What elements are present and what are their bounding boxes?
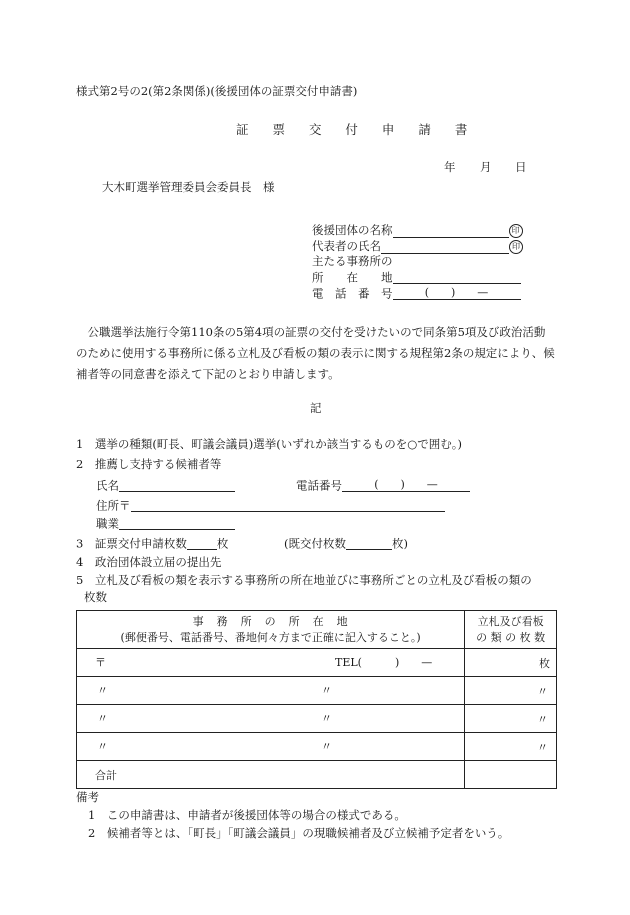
- phone-number-label: 電話番号: [296, 478, 342, 493]
- body-paragraph: 公職選挙法施行令第110条の5第4項の証票の交付を受けたいので同条第5項及び政治活動のために使用する事務所に係る立札及び看板の類の表示に関する規程第2条の規定により、候補者等の同意書を添えて下記のとおり申請します。: [76, 325, 555, 381]
- ditto-mark: 〃: [537, 712, 548, 726]
- ditto-mark: 〃: [321, 712, 332, 725]
- ditto-mark: 〃: [97, 740, 108, 753]
- office-blank[interactable]: [393, 271, 521, 284]
- issued-count-blank[interactable]: [346, 537, 392, 550]
- item-2: 2 推薦し支持する候補者等: [76, 457, 222, 471]
- count-cell[interactable]: [465, 705, 557, 733]
- name-blank[interactable]: [119, 479, 235, 492]
- ditto-mark: 〃: [537, 684, 548, 698]
- addressee: 大木町選挙管理委員会委員長 様: [102, 180, 275, 194]
- total-count-cell[interactable]: [465, 761, 557, 789]
- address-blank[interactable]: [131, 499, 445, 512]
- item-5-line-2: 枚数: [84, 590, 107, 604]
- count-cell[interactable]: [465, 733, 557, 761]
- total-label: 合計: [95, 768, 117, 782]
- ditto-mark: 〃: [97, 712, 108, 725]
- total-label-cell: [77, 761, 465, 789]
- location-cell[interactable]: [77, 705, 465, 733]
- table-row: [77, 733, 557, 761]
- date-year: 年: [444, 160, 456, 174]
- candidate-phone-row: [296, 479, 470, 492]
- count-cell[interactable]: [465, 649, 557, 677]
- note-1: 1 この申請書は、申請者が後援団体等の場合の様式である。: [88, 808, 406, 822]
- ditto-mark: 〃: [321, 684, 332, 697]
- seal-mark: 印: [509, 224, 523, 238]
- candidate-address-row: [96, 499, 445, 512]
- postal-mark: 〒: [95, 656, 106, 669]
- location-cell[interactable]: [77, 649, 465, 677]
- notes-title: 備考: [76, 790, 99, 804]
- group-name-blank[interactable]: [393, 225, 509, 238]
- item-3: 3 証票交付申請枚数 枚: [76, 536, 229, 551]
- ditto-mark: 〃: [97, 684, 108, 697]
- office-label-2: 所 在 地: [312, 270, 393, 285]
- seal-mark: 印: [509, 240, 523, 254]
- date-day: 日: [515, 160, 527, 174]
- header-location: 事 務 所 の 所 在 地 (郵便番号、電話番号、番地何々方まで正確に記入すること。): [77, 611, 465, 649]
- applicant-office: [312, 271, 521, 284]
- job-label: 職業: [96, 516, 119, 531]
- applicant-group-name: [312, 224, 523, 238]
- unit-label: 枚: [539, 656, 550, 670]
- name-label: 氏名: [96, 478, 119, 493]
- table-row: [77, 705, 557, 733]
- count-cell[interactable]: [465, 677, 557, 705]
- location-cell[interactable]: [77, 733, 465, 761]
- note-2: 2 候補者等とは、「町長」「町議会議員」の現職候補者及び立候補予定者をいう。: [88, 826, 510, 840]
- doc-title: 証 票 交 付 申 請 書: [236, 122, 478, 137]
- location-cell[interactable]: [77, 677, 465, 705]
- table-row: [77, 649, 557, 677]
- phone-label: 電 話 番 号: [312, 286, 393, 301]
- rep-name-blank[interactable]: [381, 241, 509, 254]
- phone-blank[interactable]: ( ) —: [393, 287, 521, 300]
- table-total-row: [77, 761, 557, 789]
- candidate-job-row: [96, 517, 235, 530]
- phone-number-blank[interactable]: ( ) —: [342, 479, 470, 492]
- applicant-rep-name: [312, 240, 523, 254]
- ditto-mark: 〃: [537, 740, 548, 754]
- item-4: 4 政治団体設立届の提出先: [76, 555, 222, 569]
- header-count: 立札及び看板 の 類 の 枚 数: [465, 611, 557, 649]
- table-header-row: [77, 611, 557, 649]
- request-count-blank[interactable]: [187, 537, 217, 550]
- date-month: 月: [480, 160, 492, 174]
- address-label: 住所〒: [96, 498, 131, 513]
- table-row: [77, 677, 557, 705]
- form-title: 様式第2号の2(第2条関係)(後援団体の証票交付申請書): [76, 84, 358, 98]
- job-blank[interactable]: [119, 517, 235, 530]
- office-label-1: 主たる事務所の: [312, 254, 393, 268]
- applicant-phone: [312, 287, 521, 300]
- ki-heading: 記: [310, 401, 322, 415]
- group-name-label: 後援団体の名称: [312, 223, 393, 237]
- tel-label: TEL( ) —: [335, 656, 433, 669]
- ditto-mark: 〃: [321, 740, 332, 753]
- item-3-issued: (既交付枚数 枚): [284, 536, 408, 551]
- candidate-name-row: [96, 479, 235, 492]
- item-5-line-1: 5 立札及び看板の類を表示する事務所の所在地並びに事務所ごとの立札及び看板の類の: [76, 573, 532, 587]
- office-table: [76, 610, 557, 789]
- rep-name-label: 代表者の氏名: [312, 239, 381, 253]
- item-1: 1 選挙の種類(町長、町議会議員)選挙(いずれか該当するものを○で囲む。): [76, 437, 463, 451]
